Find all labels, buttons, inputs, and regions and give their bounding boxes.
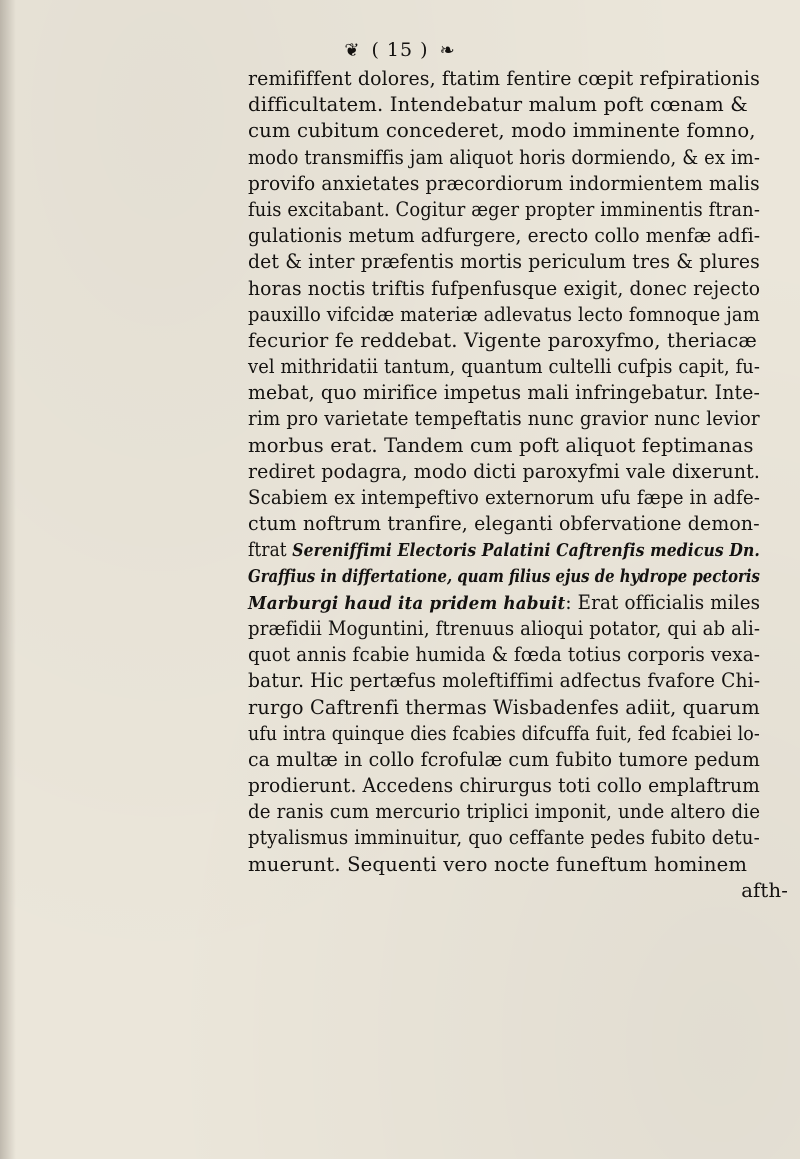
- text-line: prodierunt. Accedens chirurgus toti collo emplaftrum: [248, 774, 760, 798]
- text-line: mebat, quo mirifice impetus mali infringebatur. Inte-: [248, 381, 761, 405]
- italic-citation: Sereniffimi Electoris Palatini Caftrenfis medicus Dn.: [292, 540, 760, 562]
- text-line: remififfent dolores, ftatim fentire cœpit refpirationis: [248, 67, 760, 90]
- text-line: difficultatem. Intendebatur malum poft cœnam &: [248, 93, 748, 117]
- text-line: horas noctis triftis fufpenfusque exigit, donec rejecto: [248, 276, 761, 300]
- text-line: provifo anxietates præcordiorum indormientem malis: [248, 171, 760, 195]
- text-line-mixed: [248, 590, 800, 616]
- text-line-mixed: [248, 537, 767, 563]
- text-line: cum cubitum concederet, modo imminente fomno,: [248, 119, 756, 143]
- text-line: rim pro varietate tempeftatis nunc gravior nunc levior: [248, 407, 760, 431]
- text-line: fecurior fe reddebat. Vigente paroxyfmo, theriacæ: [248, 328, 757, 352]
- text-line: fuis excitabant. Cogitur æger propter imminentis ftran-: [248, 197, 761, 221]
- text-line: morbus erat. Tandem cum poft aliquot feptimanas: [248, 433, 754, 457]
- ornament-right-icon: ❧: [439, 39, 456, 61]
- text-line: vel mithridatii tantum, quantum cultelli cufpis capit, fu-: [248, 355, 761, 379]
- text-line: gulationis metum adfurgere, erecto collo menfæ adfi-: [248, 224, 761, 248]
- text-line: ptyalismus imminuitur, quo ceffante pedes fubito detu-: [248, 826, 760, 850]
- text-line: batur. Hic pertæfus moleftiffimi adfectus fvafore Chi-: [248, 669, 761, 693]
- text-run: : Erat officialis miles: [565, 590, 761, 614]
- body-text: [248, 66, 800, 904]
- text-line: modo transmiffis jam aliquot horis dormiendo, & ex im-: [248, 145, 761, 169]
- page-gutter-shadow: [0, 0, 16, 1159]
- ornament-left-icon: ❦: [344, 39, 361, 61]
- text-line: quot annis fcabie humida & fœda totius corporis vexa-: [248, 643, 761, 667]
- text-run: ftrat: [248, 538, 293, 562]
- page-header: [0, 38, 800, 61]
- text-line: ufu intra quinque dies fcabies difcuffa fuit, fed fcabiei lo-: [248, 721, 760, 745]
- text-line: ctum noftrum tranfire, eleganti obfervatione demon-: [248, 512, 760, 536]
- text-line: rediret podagra, modo dicti paroxyfmi vale dixerunt.: [248, 459, 761, 483]
- text-line: muerunt. Sequenti vero nocte funeftum hominem: [248, 852, 748, 876]
- text-line: rurgo Caftrenfi thermas Wisbadenfes adiit, quarum: [248, 695, 760, 719]
- text-line: Scabiem ex intempeftivo externorum ufu fæpe in adfe-: [248, 486, 761, 509]
- text-line: ca multæ in collo fcrofulæ cum fubito tumore pedum: [248, 747, 761, 771]
- text-line: de ranis cum mercurio triplici imponit, unde altero die: [248, 800, 761, 824]
- italic-citation: Marburgi haud ita pridem habuit: [248, 592, 566, 614]
- catchword: afth-: [741, 878, 788, 902]
- text-line: det & inter præfentis mortis periculum tres & plures: [248, 250, 760, 274]
- page-number: ( 15 ): [371, 39, 429, 61]
- text-line: pauxillo vifcidæ materiæ adlevatus lecto fomnoque jam: [248, 302, 760, 326]
- italic-citation-line: Graffius in differtatione, quam filius ejus de hydrope pectoris: [248, 565, 760, 587]
- text-line: præfidii Moguntini, ftrenuus alioqui potator, qui ab ali-: [248, 616, 761, 640]
